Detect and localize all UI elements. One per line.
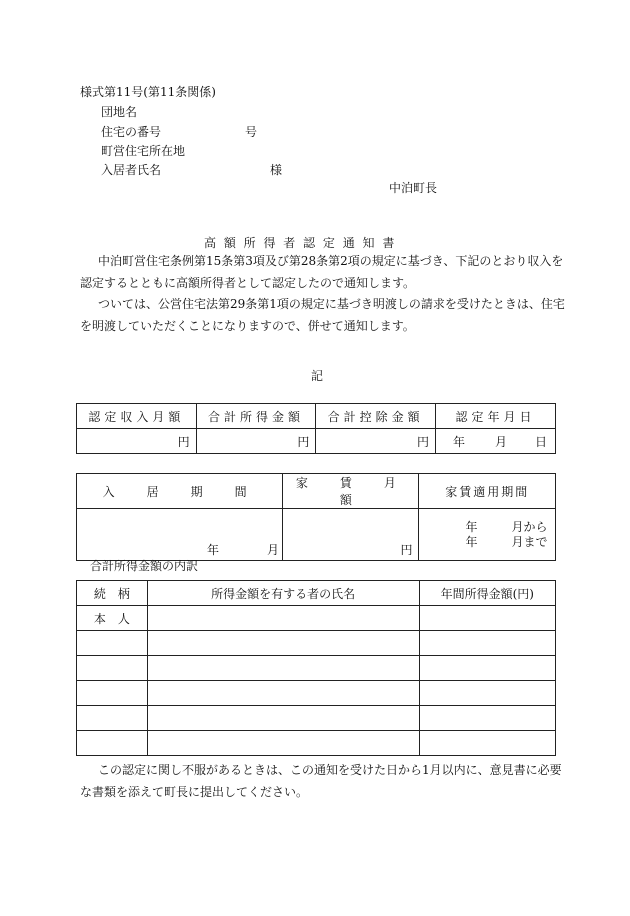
recognition-date-cell: [436, 429, 556, 454]
body-paragraph-2-line-1: ついては、公営住宅法第29条第1項の規定に基づき明渡しの請求を受けたときは、住宅: [98, 297, 565, 311]
table-row: [77, 631, 556, 656]
table-row: [77, 681, 556, 706]
footer-note: [80, 759, 562, 803]
total-income-cell: [196, 429, 316, 454]
name-cell: [147, 606, 419, 631]
date-day-unit: 日: [534, 434, 547, 449]
monthly-income-cell: [77, 429, 197, 454]
breakdown-title: 合計所得金額の内訳: [90, 559, 199, 573]
tenancy-table: [76, 473, 556, 561]
income-cell: [419, 731, 555, 756]
unit-number-suffix: 号: [245, 125, 258, 139]
name-cell: [147, 731, 419, 756]
from-year-unit: 年: [465, 519, 478, 534]
header-rent-period: 家賃適用期間: [419, 474, 556, 509]
relation-cell: [77, 706, 148, 731]
header-relation: 続 柄: [77, 581, 148, 606]
yen-unit: 円: [177, 434, 190, 449]
body-paragraph-1-line-1: 中泊町営住宅条例第15条第3項及び第28条第2項の規定に基づき、下記のとおり収入を: [98, 254, 564, 268]
relation-cell: [77, 681, 148, 706]
ki-marker: 記: [311, 369, 324, 383]
monthly-rent-cell: [283, 509, 419, 561]
header-monthly-rent: 家 賃 月 額: [283, 474, 419, 509]
header-tenancy-period: 入 居 期 間: [77, 474, 283, 509]
body-paragraph-2: [80, 293, 565, 337]
yen-unit: 円: [417, 434, 430, 449]
relation-self: 本 人: [77, 606, 148, 631]
footer-note-line-1: この認定に関し不服があるときは、この通知を受けた日から1月以内に、意見書に必要: [98, 763, 562, 777]
header-recognized-monthly-income: 認定収入月額: [77, 404, 197, 429]
income-cell: [419, 631, 555, 656]
header-recognition-date: 認定年月日: [436, 404, 556, 429]
issuer: 中泊町長: [389, 181, 438, 195]
table-row: [77, 606, 556, 631]
to-year-unit: 年: [465, 534, 478, 549]
estate-name-label: 団地名: [101, 105, 138, 119]
from-month-unit: 月から: [511, 519, 548, 534]
header-name: 所得金額を有する者の氏名: [147, 581, 419, 606]
tenancy-month-unit: 月: [267, 543, 280, 557]
body-paragraph-2-line-2: を明渡していただくことになりますので、併せて通知します。: [80, 319, 415, 333]
header-total-deduction: 合計控除金額: [316, 404, 436, 429]
date-month-unit: 月: [494, 434, 507, 449]
header-annual-income: 年間所得金額(円): [419, 581, 555, 606]
unit-number-label: 住宅の番号: [101, 125, 162, 139]
name-cell: [147, 656, 419, 681]
to-month-unit: 月まで: [511, 534, 548, 549]
resident-label: 入居者氏名: [101, 163, 162, 177]
income-cell: [419, 706, 555, 731]
table-row: [77, 731, 556, 756]
yen-unit: 円: [297, 434, 310, 449]
breakdown-table: [76, 580, 556, 756]
relation-cell: [77, 656, 148, 681]
name-cell: [147, 706, 419, 731]
resident-suffix: 様: [270, 163, 283, 177]
name-cell: [147, 631, 419, 656]
address-label: 町営住宅所在地: [101, 144, 186, 158]
income-cell: [419, 681, 555, 706]
total-deduction-cell: [316, 429, 436, 454]
form-number: 様式第11号(第11条関係): [80, 85, 216, 99]
relation-cell: [77, 731, 148, 756]
footer-note-line-2: な書類を添えて町長に提出してください。: [80, 785, 309, 799]
rent-period-cell: [419, 509, 556, 561]
income-cell: [419, 656, 555, 681]
header-total-income: 合計所得金額: [196, 404, 316, 429]
table-row: [77, 656, 556, 681]
table-row: [77, 706, 556, 731]
tenancy-period-cell: [77, 509, 283, 561]
tenancy-year-unit: 年: [207, 543, 220, 557]
income-cell: [419, 606, 555, 631]
body-paragraph-1-line-2: 認定するとともに高額所得者として認定したので通知します。: [80, 276, 416, 290]
income-table: [76, 403, 556, 454]
body-paragraph-1: [80, 250, 564, 294]
relation-cell: [77, 631, 148, 656]
name-cell: [147, 681, 419, 706]
document-title: 高 額 所 得 者 認 定 通 知 書: [204, 236, 395, 250]
date-year-unit: 年: [452, 434, 465, 449]
yen-unit: 円: [400, 543, 413, 557]
